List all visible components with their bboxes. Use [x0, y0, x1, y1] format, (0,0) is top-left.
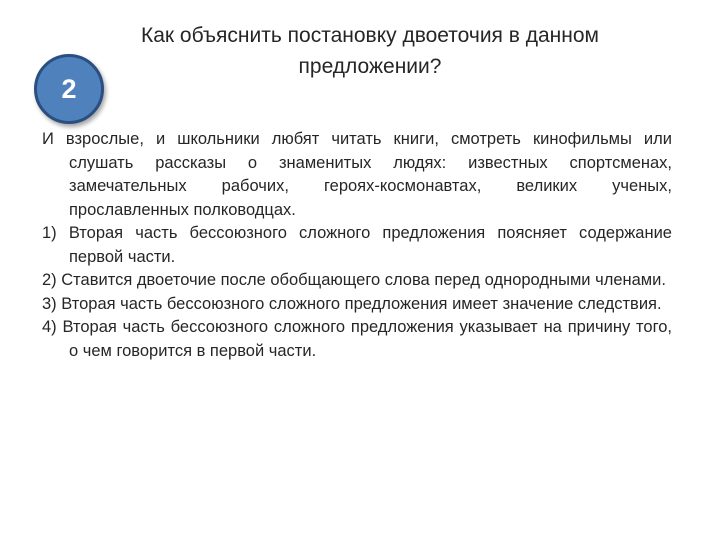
option-label: 2) [42, 271, 57, 289]
slide-number-badge [34, 54, 104, 124]
answer-option-3 [42, 293, 672, 317]
option-label: 4) [42, 318, 57, 336]
option-text: Вторая часть бессоюзного сложного предложения поясняет содержание первой части. [68, 224, 672, 266]
slide-number: 2 [61, 73, 77, 104]
option-text: Ставится двоеточие после обобщающего слова перед однородными членами. [61, 271, 666, 289]
answer-option-1 [42, 222, 672, 269]
answer-option-2 [42, 269, 672, 293]
option-text: Вторая часть бессоюзного сложного предложения указывает на причину того, о чем говорится в первой части. [62, 318, 672, 360]
option-text: Вторая часть бессоюзного сложного предложения имеет значение следствия. [61, 294, 662, 313]
option-label: 3) [42, 294, 57, 313]
slide-body [42, 128, 672, 363]
slide-title: Как объяснить постановку двоеточия в данном предложении? [140, 24, 599, 78]
example-sentence: И взрослые, и школьники любят читать книги, смотреть кинофильмы или слушать рассказы о знаменитых людях: известных спортсменах, замечательных рабочих, героях-космонавтах, великих ученых, прославленных полководцах. [42, 130, 672, 219]
option-label: 1) [42, 224, 57, 242]
answer-option-4 [42, 316, 672, 363]
